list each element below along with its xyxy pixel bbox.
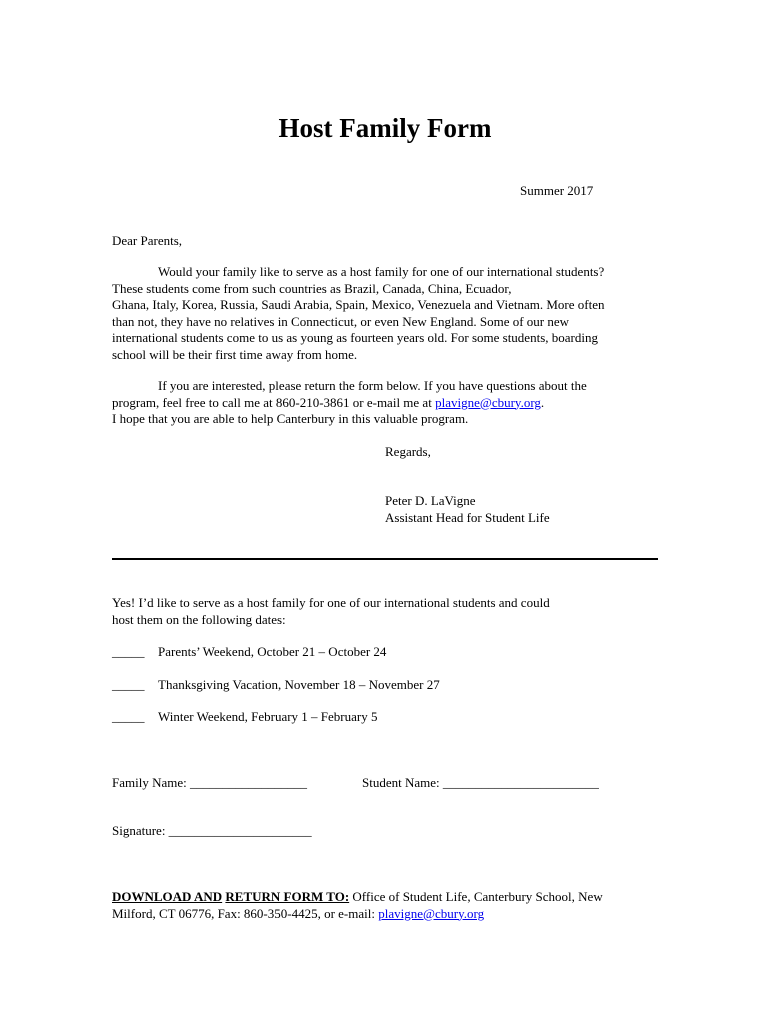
return-line [112, 889, 603, 906]
return-instructions [112, 889, 603, 922]
period-text: . [540, 394, 545, 410]
signature-field[interactable]: Signature: ______________________ [112, 823, 312, 838]
checkbox-blank[interactable]: _____ [112, 644, 145, 659]
salutation: Dear Parents, [112, 233, 183, 248]
student-name-field[interactable]: Student Name: ________________________ [362, 775, 599, 790]
date-option-parents-weekend[interactable] [112, 644, 387, 660]
closing-regards: Regards, [385, 444, 431, 459]
paragraph-line: These students come from such countries as Brazil, Canada, China, Ecuador, [112, 280, 512, 296]
paragraph-line: If you are interested, please return the form below. If you have questions about the [158, 378, 587, 393]
footer-email-link[interactable]: plavigne@cbury.org [378, 905, 485, 921]
contact-text: program, feel free to call me at 860-210-3861 or e-mail me at [112, 394, 436, 410]
paragraph-line: than not, they have no relatives in Connecticut, or even New England. Some of our new [112, 313, 570, 329]
paragraph-line: Ghana, Italy, Korea, Russia, Saudi Arabia, Spain, Mexico, Venezuela and Vietnam. More often [112, 297, 605, 313]
paragraph-intro [112, 264, 604, 364]
paragraph-line: international students come to us as young as fourteen years old. For some students, boarding [112, 330, 598, 346]
signer-name: Peter D. LaVigne [385, 493, 476, 508]
return-line [112, 906, 603, 923]
paragraph-line: I hope that you are able to help Canterbury in this valuable program. [112, 411, 469, 427]
download-heading: DOWNLOAD AND [112, 889, 223, 904]
page-title: Host Family Form [278, 113, 492, 143]
form-intro [112, 595, 550, 628]
checkbox-blank[interactable]: _____ [112, 677, 145, 692]
option-label: Thanksgiving Vacation, November 18 – November 27 [158, 677, 440, 692]
option-label: Parents’ Weekend, October 21 – October 24 [158, 644, 387, 659]
return-address: Office of Student Life, Canterbury School, New [349, 889, 603, 904]
email-link[interactable]: plavigne@cbury.org [435, 394, 541, 410]
paragraph-line: school will be their first time away from home. [112, 346, 358, 362]
signer-title: Assistant Head for Student Life [385, 510, 550, 525]
form-intro-line: host them on the following dates: [112, 611, 286, 627]
divider-line [112, 558, 658, 560]
paragraph-line [112, 395, 587, 412]
return-heading: RETURN FORM TO: [225, 889, 350, 904]
date-option-thanksgiving[interactable] [112, 677, 440, 693]
paragraph-contact [112, 378, 587, 428]
form-date: Summer 2017 [520, 183, 594, 198]
form-intro-line: Yes! I’d like to serve as a host family for one of our international students and could [112, 595, 550, 610]
paragraph-line: Would your family like to serve as a host family for one of our international students? [158, 264, 605, 279]
family-name-field[interactable]: Family Name: __________________ [112, 775, 307, 790]
option-label: Winter Weekend, February 1 – February 5 [158, 709, 378, 724]
return-contact: Milford, CT 06776, Fax: 860-350-4425, or e-mail: [112, 905, 379, 921]
checkbox-blank[interactable]: _____ [112, 709, 145, 724]
date-option-winter-weekend[interactable] [112, 709, 378, 725]
